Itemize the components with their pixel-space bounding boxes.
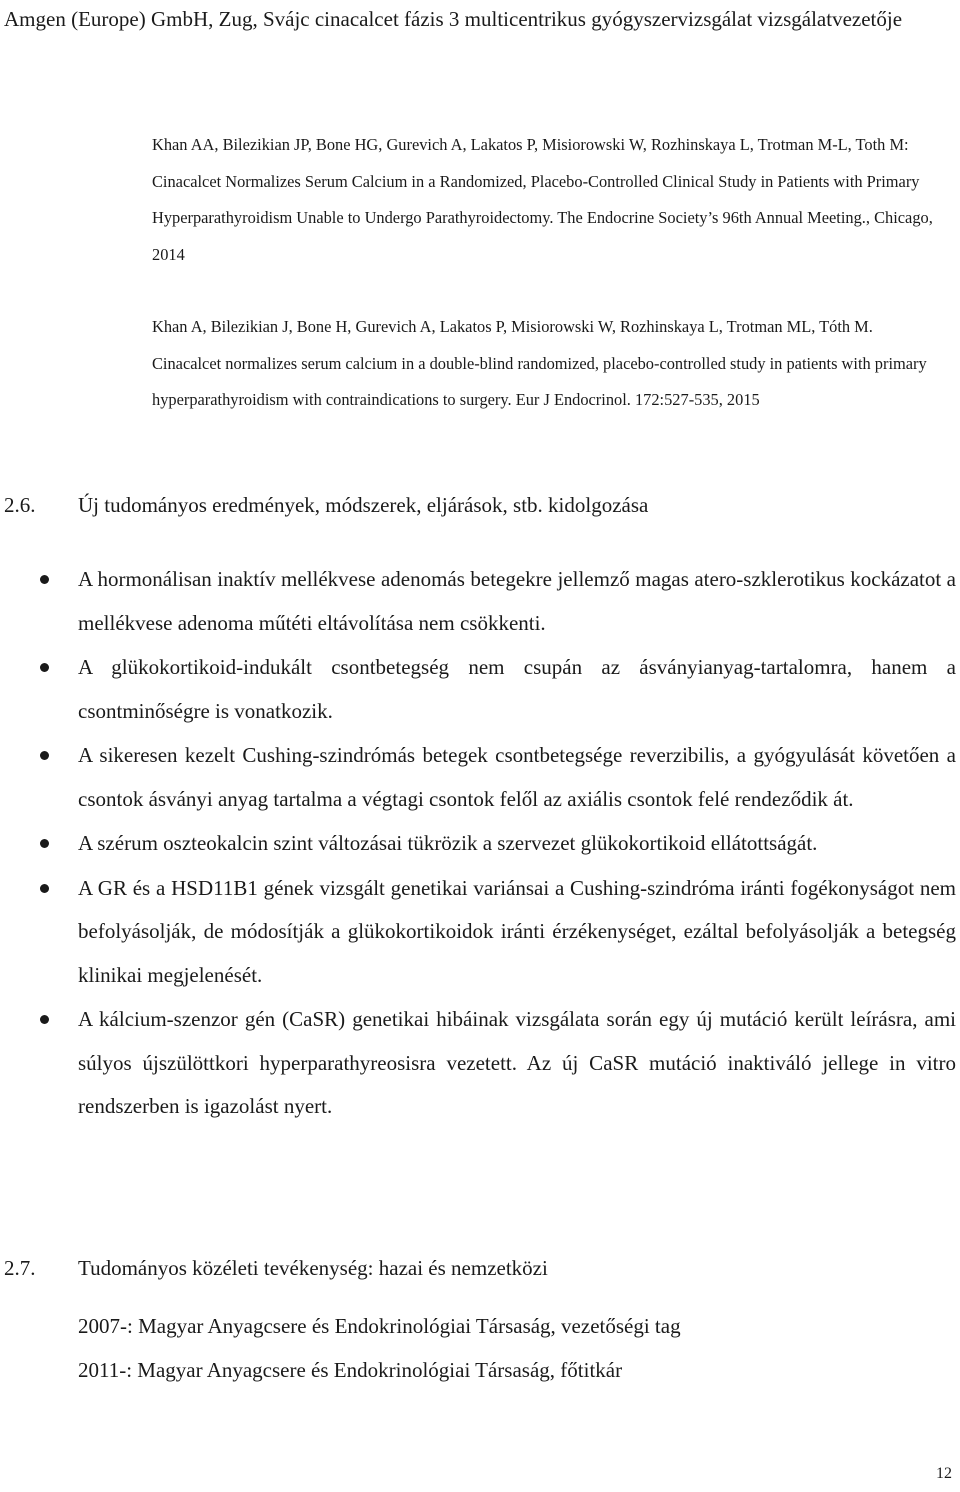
section-title: Tudományos közéleti tevékenység: hazai és nemzetközi <box>78 1256 548 1280</box>
section-heading-2-6 <box>4 491 944 519</box>
intro-paragraph: Amgen (Europe) GmbH, Zug, Svájc cinacalcet fázis 3 multicentrikus gyógyszervizsgálat vizsgálatvezetője <box>4 7 903 31</box>
membership-item: 2007-: Magyar Anyagcsere és Endokrinológiai Társaság, vezetőségi tag <box>78 1314 681 1338</box>
list-item: A szérum oszteokalcin szint változásai tükrözik a szervezet glükokortikoid ellátottságát. <box>0 822 960 866</box>
section-number: 2.7. <box>4 1256 36 1280</box>
bullet-icon <box>40 1015 49 1024</box>
bullet-icon <box>40 575 49 584</box>
bullet-icon <box>40 884 49 893</box>
reference-2: Khan A, Bilezikian J, Bone H, Gurevich A, Lakatos P, Misiorowski W, Rozhinskaya L, Trotman ML, Tóth M. Cinacalcet normalizes serum calcium in a double-blind randomized, placebo-controlled study in patients with primary hyperparathyroidism with contraindications to surgery. Eur J Endocrinol. 172:527-535, 2015 <box>152 317 927 409</box>
list-item: A hormonálisan inaktív mellékvese adenomás betegekre jellemző magas atero-szklerotikus kockázatot a mellékvese adenoma műtéti eltávolítása nem csökkenti. <box>0 558 960 645</box>
page-number: 12 <box>936 1465 952 1482</box>
list-item: A sikeresen kezelt Cushing-szindrómás betegek csontbetegsége reverzibilis, a gyógyulását követően a csontok ásványi anyag tartalma a végtagi csontok felől az axiális csontok felé rendeződik át. <box>0 734 960 821</box>
results-list <box>0 558 960 1130</box>
section-heading-2-7 <box>4 1254 944 1282</box>
bullet-icon <box>40 839 49 848</box>
bullet-icon <box>40 663 49 672</box>
reference-1: Khan AA, Bilezikian JP, Bone HG, Gurevich A, Lakatos P, Misiorowski W, Rozhinskaya L, Trotman M-L, Toth M: Cinacalcet Normalizes Serum Calcium in a Randomized, Placebo-Controlled Clinical Study in Patients with Primary Hyperparathyroidism Unable to Undergo Parathyroidectomy. The Endocrine Society’s 96th Annual Meeting., Chicago, 2014 <box>152 135 933 264</box>
section-title: Új tudományos eredmények, módszerek, eljárások, stb. kidolgozása <box>78 493 649 517</box>
membership-item: 2011-: Magyar Anyagcsere és Endokrinológiai Társaság, főtitkár <box>78 1358 623 1382</box>
bullet-icon <box>40 751 49 760</box>
list-item: A GR és a HSD11B1 gének vizsgált genetikai variánsai a Cushing-szindróma iránti fogékonyságot nem befolyásolják, de módosítják a glükokortikoidok iránti érzékenységet, ezáltal befolyásolják a betegség klinikai megjelenését. <box>0 867 960 998</box>
section-number: 2.6. <box>4 493 36 517</box>
list-item: A kálcium-szenzor gén (CaSR) genetikai hibáinak vizsgálata során egy új mutáció került leírásra, ami súlyos újszülöttkori hyperparathyreosisra vezetett. Az új CaSR mutáció inaktiváló jellege in vitro rendszerben is igazolást nyert. <box>0 998 960 1129</box>
list-item: A glükokortikoid-indukált csontbetegség nem csupán az ásványianyag-tartalomra, hanem a csontminőségre is vonatkozik. <box>0 646 960 733</box>
